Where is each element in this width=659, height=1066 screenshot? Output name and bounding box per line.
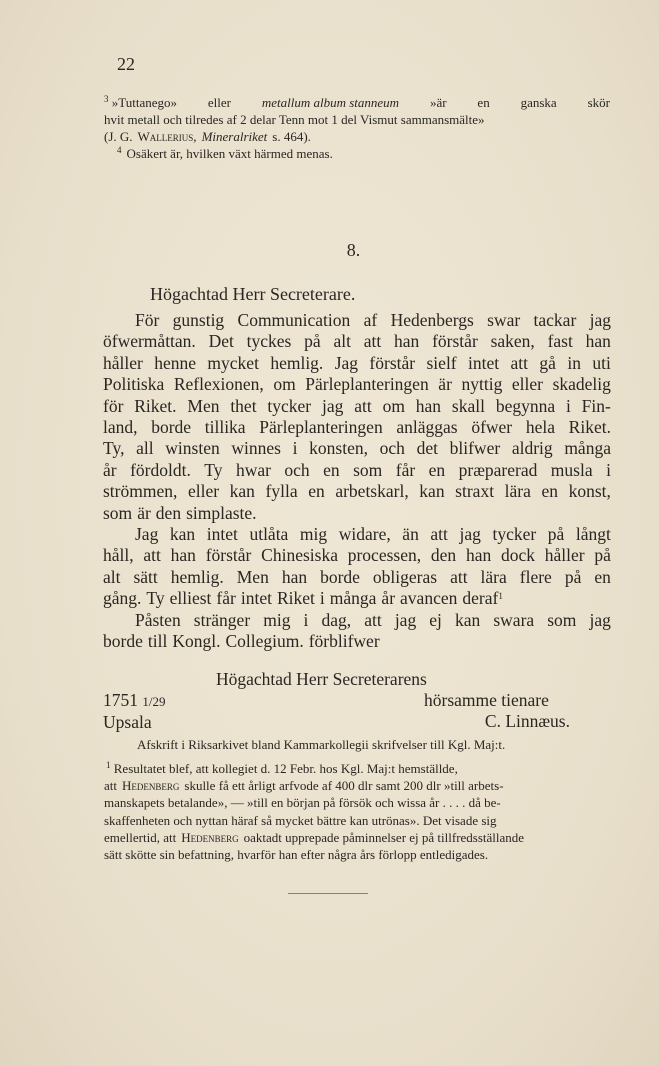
footnote-3-word: »Tuttanego» bbox=[111, 95, 177, 110]
letter-signature: C. Linnæus. bbox=[484, 711, 570, 732]
letter-word: en bbox=[323, 459, 340, 480]
letter-word: på bbox=[594, 545, 611, 566]
letter-word: gång. bbox=[103, 588, 142, 609]
letter-word: håller bbox=[544, 545, 585, 566]
letter-word: stränger bbox=[193, 609, 251, 630]
footnote-3-start bbox=[104, 94, 177, 111]
letter-line bbox=[103, 460, 611, 481]
letter-word: gå bbox=[539, 352, 556, 373]
letter-word: han bbox=[281, 566, 308, 587]
letter-word: Communication bbox=[237, 310, 351, 330]
letter-word: hemlig. bbox=[170, 566, 224, 587]
letter-word: jag bbox=[394, 609, 417, 630]
letter-word: en bbox=[428, 459, 446, 480]
letter-word: eller bbox=[511, 374, 543, 395]
letter-word: Riket bbox=[276, 588, 315, 609]
letter-word: tillika bbox=[204, 417, 246, 438]
bottom-footnote-text: Resultatet blef, att kollegiet d. 12 Febr. hos Kgl. Maj:t hemställde, bbox=[113, 761, 458, 776]
footnote-3-line-1 bbox=[104, 94, 610, 111]
letter-word: i bbox=[319, 588, 325, 609]
letter-closing: Högachtad Herr Secreterarens bbox=[216, 669, 427, 689]
letter-word: öfwer bbox=[471, 417, 513, 438]
letter-word: eller bbox=[187, 481, 220, 502]
letter-word: winnes bbox=[231, 438, 281, 459]
letter-word: deraf$^1$ bbox=[462, 588, 503, 609]
letter-word: hwar bbox=[235, 459, 271, 480]
letter-word: intet bbox=[240, 588, 272, 609]
footnote-3-word: ganska bbox=[520, 95, 557, 110]
bottom-footnote bbox=[104, 760, 610, 863]
footnote-4-marker: 4 bbox=[117, 145, 122, 155]
letter-word: Politiska bbox=[103, 374, 165, 395]
letter-word: Det bbox=[208, 331, 234, 352]
letter-word: anläggas bbox=[396, 417, 458, 438]
letter-word: uti bbox=[592, 352, 611, 373]
letter-word: en bbox=[594, 566, 611, 587]
letter-word: avancen bbox=[400, 588, 458, 609]
letter-word: flere bbox=[519, 566, 552, 587]
letter-word: borde bbox=[320, 566, 360, 587]
letter-word: simplaste. bbox=[186, 502, 257, 523]
footnote-3-book-title: Mineralriket bbox=[201, 129, 268, 144]
bottom-footnote-line-6: sätt skötte sin befattning, hvarför han efter några års förlopp entledigades. bbox=[104, 847, 489, 863]
letter-word: tyckes bbox=[246, 331, 292, 352]
letter-word: lära bbox=[480, 566, 507, 587]
letter-line bbox=[103, 503, 611, 524]
letter-word: många bbox=[564, 438, 611, 459]
letter-word: dag, bbox=[321, 609, 352, 630]
bottom-footnote-line-5 bbox=[104, 829, 610, 846]
letter-word: Ty bbox=[146, 588, 165, 609]
letter-word: än bbox=[402, 524, 419, 545]
letter-line bbox=[103, 631, 611, 652]
footnote-3-line-3 bbox=[104, 128, 610, 145]
letter-word: saken, bbox=[490, 331, 535, 352]
letter-word: Kongl. bbox=[172, 631, 221, 652]
letter-word: processen, bbox=[347, 545, 422, 566]
letter-word: strömmen, bbox=[103, 481, 178, 502]
letter-word: han bbox=[585, 331, 611, 352]
letter-word: dock bbox=[500, 545, 536, 566]
letter-word: att bbox=[143, 545, 161, 566]
letter-word: aldrig bbox=[511, 438, 553, 459]
letter-line bbox=[103, 353, 611, 374]
footnote-3-author: Wallerius, bbox=[137, 129, 197, 144]
letter-word: öfwermåttan. bbox=[103, 331, 196, 352]
footnote-3-word: eller bbox=[207, 95, 231, 110]
letter-word: skadelig bbox=[552, 374, 611, 395]
letter-word: Jag bbox=[135, 524, 159, 545]
letter-line bbox=[103, 588, 611, 609]
letter-word: Men bbox=[187, 395, 220, 416]
letter-word: det bbox=[416, 438, 438, 459]
bottom-footnote-marker: 1 bbox=[106, 760, 111, 770]
bottom-footnote-line-2 bbox=[104, 777, 610, 794]
top-footnotes bbox=[104, 94, 610, 162]
letter-word: gunstig bbox=[172, 310, 225, 330]
letter-word: swara bbox=[493, 609, 535, 630]
letter-word: många bbox=[329, 588, 377, 609]
footnote-3-page-ref: s. 464). bbox=[272, 129, 311, 144]
letter-word: nyttig bbox=[461, 374, 503, 395]
letter-word: utlåta bbox=[249, 524, 289, 545]
letter-word: alt bbox=[333, 331, 351, 352]
letter-word: fast bbox=[547, 331, 573, 352]
letter-word: han bbox=[394, 331, 420, 352]
letter-word: Fin- bbox=[581, 395, 611, 416]
letter-word: borde bbox=[103, 631, 143, 652]
letter-word: Pärleplanteringen bbox=[259, 417, 383, 438]
letter-word: att bbox=[510, 352, 529, 373]
letter-word: jag bbox=[589, 609, 611, 630]
letter-word: land, bbox=[103, 417, 138, 438]
letter-word: mycket bbox=[207, 352, 259, 373]
footnote-3-word: »är bbox=[429, 95, 447, 110]
letter-word: Riket. bbox=[568, 417, 611, 438]
letter-body bbox=[103, 310, 611, 653]
letter-word: att bbox=[354, 395, 372, 416]
letter-word: fördoldt. bbox=[130, 459, 191, 480]
letter-word: konst, bbox=[568, 481, 611, 502]
letter-word: kan bbox=[455, 609, 481, 630]
letter-word: sielf bbox=[426, 352, 457, 373]
letter-word: swar bbox=[487, 310, 521, 330]
footnote-3-word: en bbox=[477, 95, 490, 110]
letter-signature-block bbox=[424, 690, 570, 733]
letter-word: förstår bbox=[369, 352, 416, 373]
footnote-4-text: Osäkert är, hvilken växt härmed menas. bbox=[126, 146, 333, 161]
letter-word: håller bbox=[103, 352, 143, 373]
bottom-footnote-name: Hedenberg bbox=[181, 829, 239, 845]
letter-line bbox=[103, 396, 611, 417]
letter-line bbox=[103, 417, 611, 438]
letter-word: år bbox=[103, 459, 117, 480]
letter-word: förstår bbox=[432, 331, 478, 352]
letter-word: till bbox=[147, 631, 168, 652]
letter-word: sätt bbox=[133, 566, 158, 587]
letter-word: han bbox=[465, 545, 492, 566]
letter-word: henne bbox=[154, 352, 197, 373]
letter-word: förblifwer bbox=[308, 631, 380, 652]
letter-line bbox=[103, 481, 611, 502]
letter-salutation: Högachtad Herr Secreterare. bbox=[150, 284, 356, 304]
letter-word: hemlig. bbox=[270, 352, 324, 373]
letter-word: tackar bbox=[533, 310, 577, 330]
letter-word: och bbox=[284, 459, 310, 480]
letter-word: på bbox=[564, 566, 582, 587]
letter-word: Påsten bbox=[135, 609, 181, 630]
letter-word: jag bbox=[459, 524, 481, 545]
letter-date bbox=[103, 690, 166, 712]
letter-word: Hedenbergs bbox=[390, 310, 474, 330]
letter-number: 8. bbox=[346, 240, 361, 260]
letter-word: han bbox=[415, 395, 442, 416]
letter-word: kan bbox=[169, 524, 196, 545]
letter-word: Pärleplanteringen bbox=[305, 374, 429, 395]
letter-word: tycker bbox=[267, 395, 312, 416]
letter-word: år bbox=[381, 588, 396, 609]
letter-word: som bbox=[103, 502, 133, 523]
letter-word: konsten, bbox=[309, 438, 368, 459]
letter-word: skall bbox=[451, 395, 485, 416]
letter-word: Collegium. bbox=[225, 631, 304, 652]
letter-word: som bbox=[547, 609, 577, 630]
letter-word: att bbox=[430, 524, 448, 545]
letter-word: får bbox=[216, 588, 236, 609]
letter-word: ej bbox=[429, 609, 442, 630]
letter-word: elliest bbox=[169, 588, 212, 609]
letter-word: kan bbox=[229, 481, 255, 502]
letter-word: på bbox=[304, 331, 321, 352]
letter-word: den bbox=[430, 545, 457, 566]
letter-line bbox=[103, 374, 611, 395]
letter-word: all bbox=[136, 438, 154, 459]
footnote-3-marker: 3 bbox=[104, 94, 109, 104]
letter-word: en bbox=[541, 481, 559, 502]
letter-word: i bbox=[565, 395, 571, 416]
letter-word: om bbox=[382, 395, 405, 416]
letter-word: i bbox=[303, 609, 309, 630]
letter-word: arbetskarl, bbox=[335, 481, 409, 502]
footnote-3-citation-start: (J. G. bbox=[104, 129, 133, 144]
letter-word: förstår bbox=[205, 545, 252, 566]
letter-word: thet bbox=[230, 395, 257, 416]
letter-word: Ty bbox=[204, 459, 223, 480]
letter-line bbox=[103, 524, 611, 545]
letter-word: För bbox=[135, 310, 160, 330]
footnote-3-latin: metallum album stanneum bbox=[261, 95, 400, 110]
letter-word: är bbox=[438, 374, 452, 395]
bottom-footnote-line-4: skaffenheten och nyttan häraf så mycket bättre kan utrönas». Det visade sig bbox=[104, 812, 497, 828]
letter-word: tycker bbox=[492, 524, 537, 545]
bottom-footnote-line-3: manskapets betalande», — »till en början på försök och wissa år . . . . då be- bbox=[104, 795, 501, 811]
letter-line bbox=[103, 310, 611, 331]
letter-word: Reflexionen, bbox=[173, 374, 264, 395]
letter-line bbox=[103, 545, 611, 566]
letter-word: fylla bbox=[265, 481, 298, 502]
bottom-footnote-name: Hedenberg bbox=[122, 778, 180, 794]
letter-word: och bbox=[379, 438, 405, 459]
letter-word: långt bbox=[575, 524, 611, 545]
letter-word: Ty, bbox=[103, 438, 125, 459]
bottom-footnote-line-1 bbox=[104, 760, 610, 777]
letter-word: blifwer bbox=[449, 438, 501, 459]
letter-word: obligeras bbox=[372, 566, 438, 587]
letter-word: får bbox=[395, 459, 416, 480]
footnote-4 bbox=[104, 145, 610, 162]
letter-word: att bbox=[364, 609, 382, 630]
letter-signoff: hörsamme tienare bbox=[424, 690, 549, 710]
letter-word: den bbox=[155, 502, 182, 523]
footnote-3-word: skör bbox=[587, 95, 610, 110]
letter-word: hela bbox=[525, 417, 555, 438]
letter-word: Jag bbox=[334, 352, 359, 373]
letter-word: en bbox=[308, 481, 325, 502]
letter-word: af bbox=[363, 310, 378, 330]
letter-word: i bbox=[606, 459, 611, 480]
letter-word: att bbox=[450, 566, 468, 587]
letter-word: musla bbox=[550, 459, 593, 480]
letter-word: intet bbox=[468, 352, 500, 373]
letter-word: håll, bbox=[103, 545, 134, 566]
letter-word: præparerad bbox=[458, 459, 538, 480]
source-note: Afskrift i Riksarkivet bland Kammarkollegii skrifvelser till Kgl. Maj:t. bbox=[137, 737, 506, 752]
letter-word: jag bbox=[321, 395, 344, 416]
letter-word: widare, bbox=[338, 524, 391, 545]
letter-word: begynna bbox=[495, 395, 556, 416]
letter-line bbox=[103, 438, 611, 459]
letter-word: in bbox=[567, 352, 581, 373]
letter-word: Riket. bbox=[134, 395, 177, 416]
letter-word: straxt bbox=[455, 481, 495, 502]
letter-word: han bbox=[170, 545, 196, 566]
footnote-ref-1: 1 bbox=[498, 591, 503, 602]
bottom-footnote-text: emellertid, att bbox=[104, 829, 177, 845]
letter-place: Upsala bbox=[103, 712, 152, 733]
letter-word: som bbox=[353, 459, 383, 480]
letter-word: kan bbox=[419, 481, 445, 502]
letter-word: att bbox=[363, 331, 382, 352]
letter-word: är bbox=[137, 502, 151, 523]
bottom-footnote-text: att bbox=[104, 778, 117, 794]
bottom-footnote-text: skulle få ett årligt arfvode af 400 dlr samt 200 dlr »till arbets- bbox=[184, 778, 504, 794]
letter-word: i bbox=[292, 438, 298, 459]
letter-line bbox=[103, 610, 611, 631]
letter-word: Men bbox=[236, 566, 269, 587]
letter-word: Chinesiska bbox=[261, 545, 338, 566]
letter-word: om bbox=[273, 374, 296, 395]
letter-line bbox=[103, 567, 611, 588]
letter-date-place bbox=[103, 690, 166, 734]
bottom-footnote-text: oaktadt upprepade påminnelser ej på tillfredsställande bbox=[243, 829, 525, 845]
letter-word: mig bbox=[263, 609, 291, 630]
letter-word: alt bbox=[103, 566, 121, 587]
letter-word: intet bbox=[206, 524, 238, 545]
page-number: 22 bbox=[117, 54, 135, 74]
letter-line bbox=[103, 331, 611, 352]
letter-word: jag bbox=[589, 310, 611, 330]
letter-word: lära bbox=[504, 481, 531, 502]
letter-word: för bbox=[103, 395, 124, 416]
letter-word: winsten bbox=[165, 438, 220, 459]
letter-date-year: 1751 bbox=[103, 690, 138, 710]
letter-word: borde bbox=[151, 417, 192, 438]
letter-word: mig bbox=[299, 524, 328, 545]
end-rule bbox=[288, 893, 368, 894]
letter-date-fraction: 1/29 bbox=[142, 694, 166, 709]
letter-word: på bbox=[547, 524, 565, 545]
footnote-3-line-2: hvit metall och tilredes af 2 delar Tenn mot 1 del Vismut sammansmälte» bbox=[104, 112, 485, 127]
